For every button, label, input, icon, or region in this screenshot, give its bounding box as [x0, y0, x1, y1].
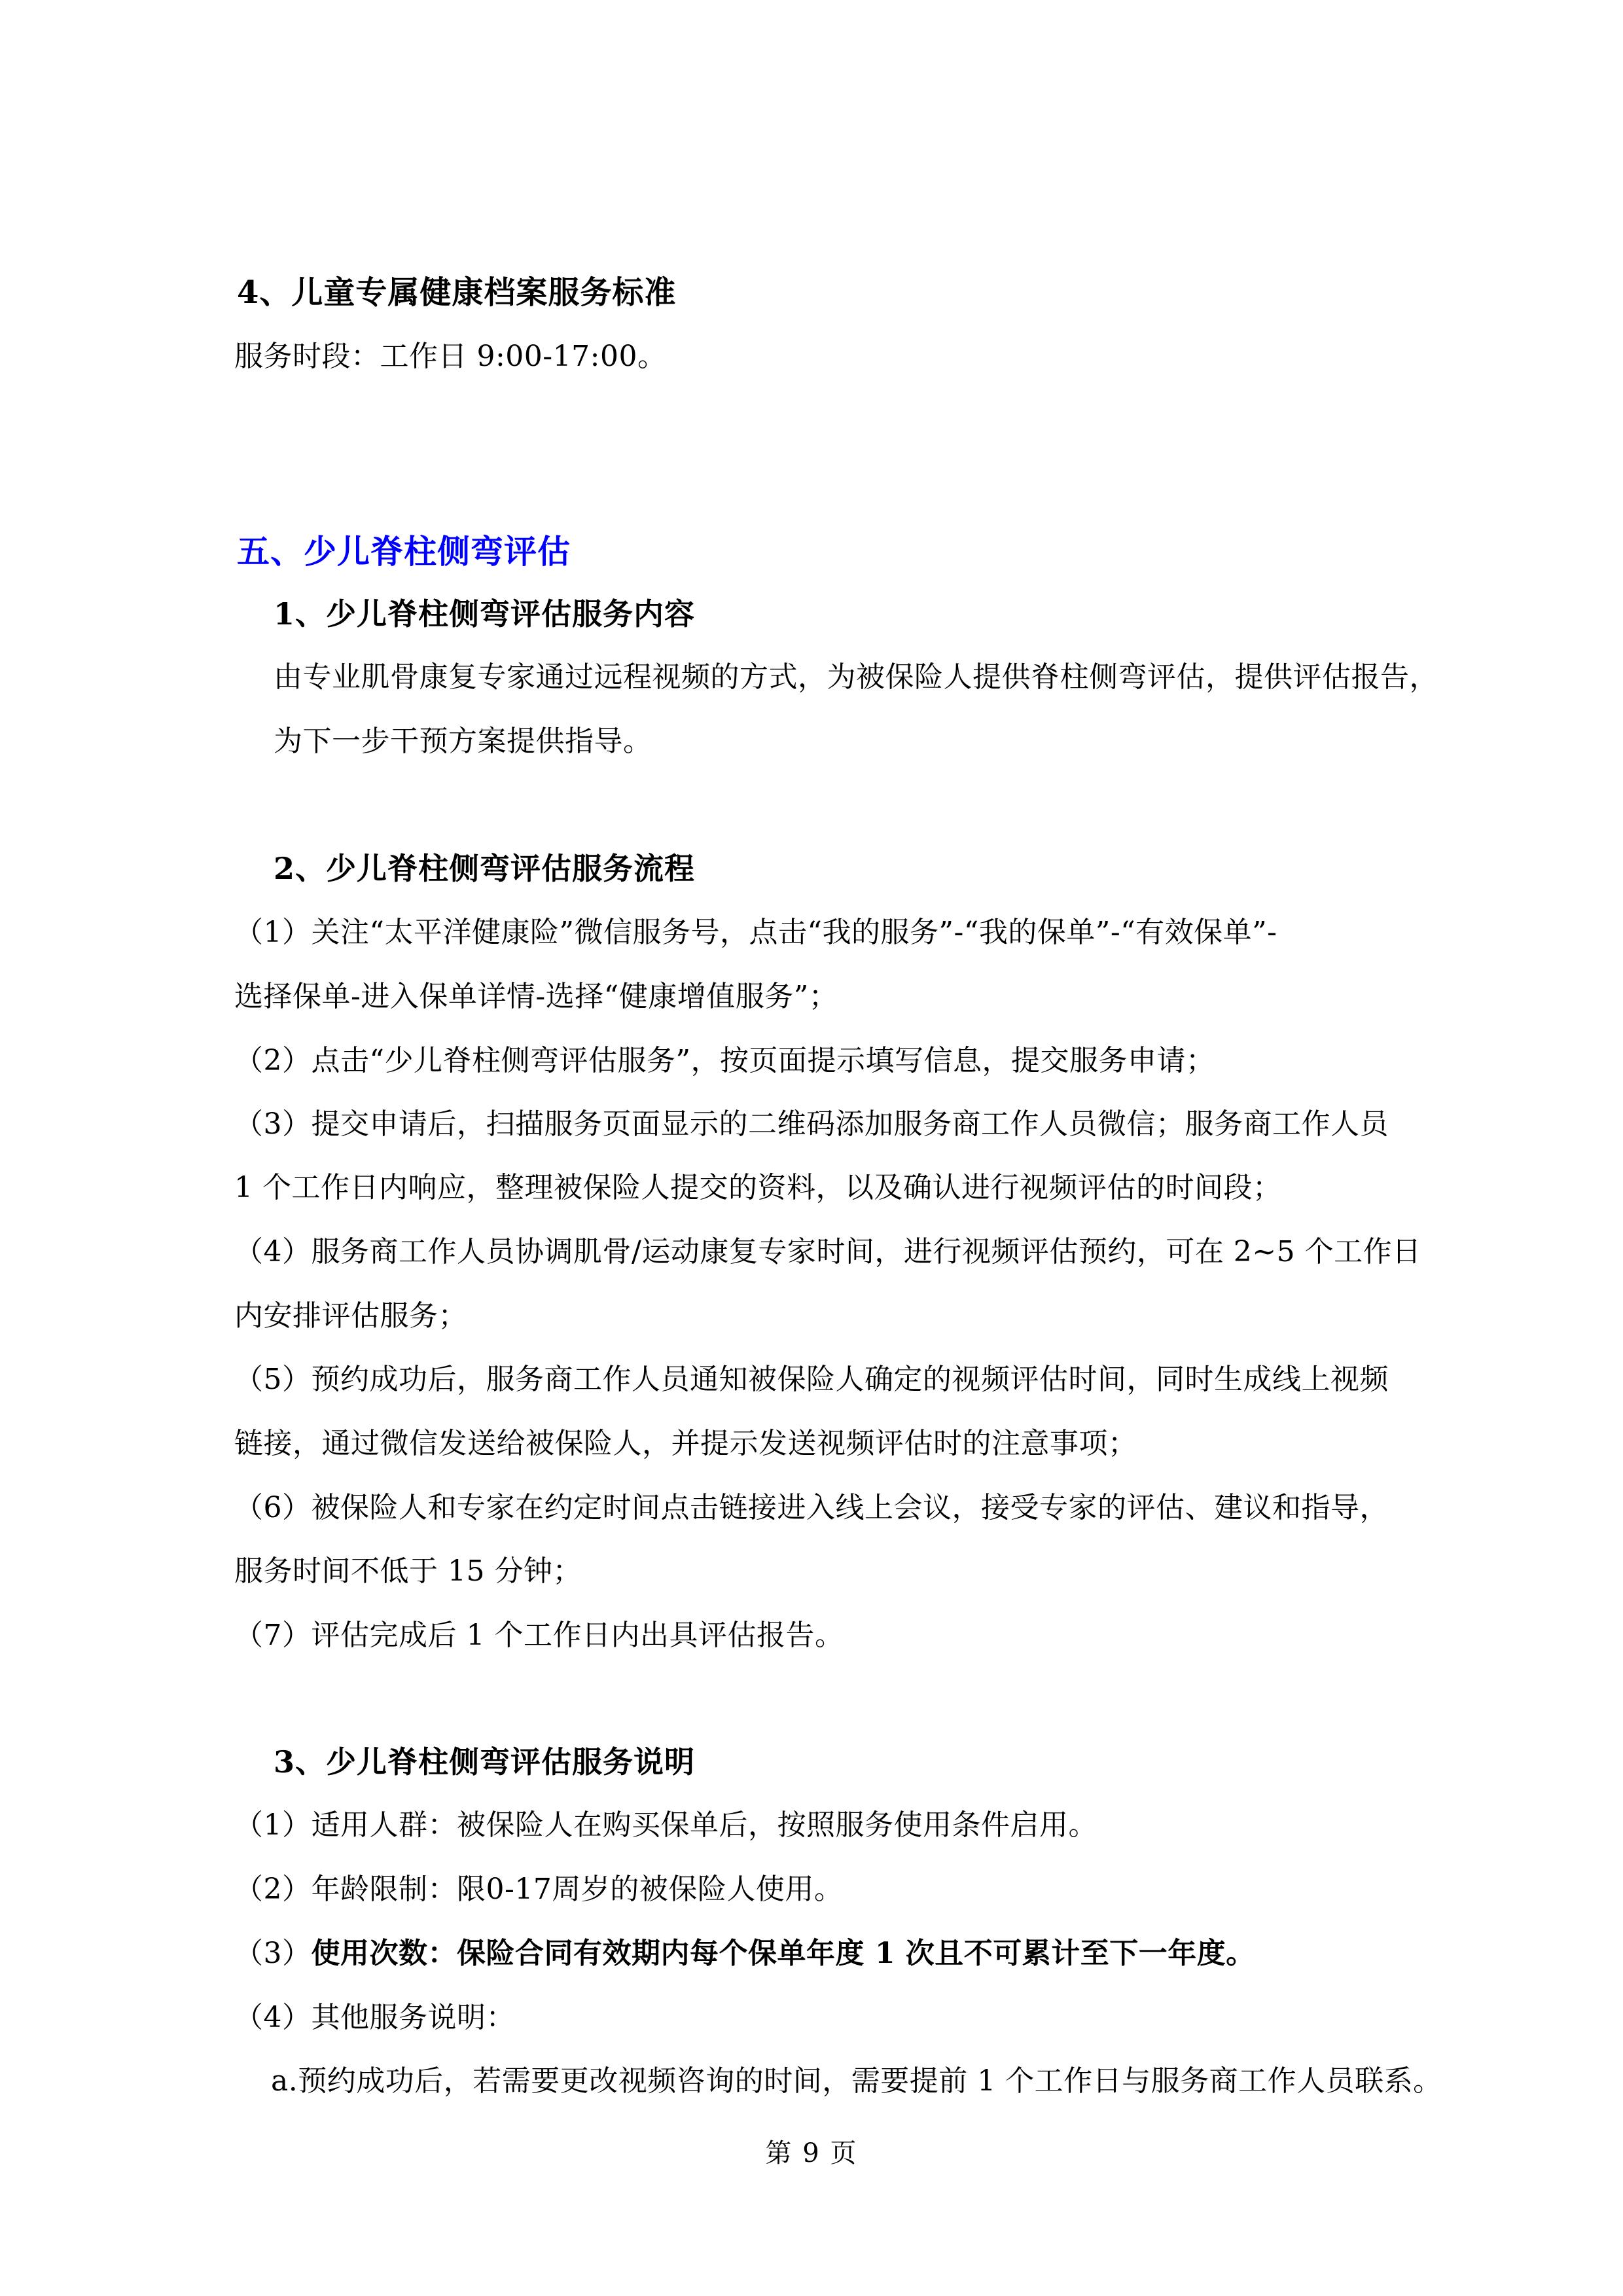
section4-heading: 4、儿童专属健康档案服务标准 [237, 274, 677, 311]
section5-heading: 五、少儿脊柱侧弯评估 [237, 532, 571, 571]
part1-line2: 为下一步干预方案提供指导。 [274, 725, 652, 758]
part2-line2: 选择保单-进入保单详情-选择“健康增值服务”； [234, 980, 838, 1013]
part3-item4: （4）其他服务说明： [234, 2001, 515, 2034]
part2-line7: 内安排评估服务； [234, 1299, 467, 1333]
page-number: 第 9 页 [765, 2138, 858, 2168]
part2-line12: （7）评估完成后 1 个工作日内出具评估报告。 [234, 1619, 844, 1652]
part2-line9: 链接，通过微信发送给被保险人，并提示发送视频评估时的注意事项； [234, 1427, 1137, 1460]
part3-item3-bold-text: 使用次数：保险合同有效期内每个保单年度 1 次且不可累计至下一年度。 [311, 1937, 1255, 1970]
part2-line5: 1 个工作日内响应，整理被保险人提交的资料，以及确认进行视频评估的时间段； [234, 1171, 1282, 1204]
part2-line10: （6）被保险人和专家在约定时间点击链接进入线上会议，接受专家的评估、建议和指导， [234, 1491, 1389, 1524]
part3-item1: （1）适用人群：被保险人在购买保单后，按照服务使用条件启用。 [234, 1808, 1097, 1842]
part2-line1: （1）关注“太平洋健康险”微信服务号，点击“我的服务”-“我的保单”-“有效保单”- [234, 916, 1277, 949]
part2-line3: （2）点击“少儿脊柱侧弯评估服务”，按页面提示填写信息，提交服务申请； [234, 1044, 1215, 1077]
part3-heading: 3、少儿脊柱侧弯评估服务说明 [274, 1744, 696, 1780]
part3-item3 [234, 1937, 1255, 1971]
section4-service-hours: 服务时段：工作日 9:00-17:00。 [234, 340, 667, 373]
part2-line11: 服务时间不低于 15 分钟； [234, 1554, 582, 1588]
part1-line1: 由专业肌骨康复专家通过远程视频的方式，为被保险人提供脊柱侧弯评估，提供评估报告， [274, 660, 1438, 694]
part2-line6: （4）服务商工作人员协调肌骨/运动康复专家时间，进行视频评估预约，可在 2~5 个工作日 [234, 1235, 1421, 1268]
part2-line8: （5）预约成功后，服务商工作人员通知被保险人确定的视频评估时间，同时生成线上视频 [234, 1363, 1389, 1396]
part2-line4: （3）提交申请后，扫描服务页面显示的二维码添加服务商工作人员微信；服务商工作人员 [234, 1107, 1389, 1141]
part3-item3-prefix: （3） [234, 1937, 312, 1970]
part3-item2: （2）年龄限制：限0-17周岁的被保险人使用。 [234, 1873, 844, 1906]
part2-heading: 2、少儿脊柱侧弯评估服务流程 [274, 851, 696, 886]
part1-heading: 1、少儿脊柱侧弯评估服务内容 [274, 596, 696, 632]
part3-item4a: a.预约成功后，若需要更改视频咨询的时间，需要提前 1 个工作日与服务商工作人员联系。 [271, 2064, 1442, 2098]
